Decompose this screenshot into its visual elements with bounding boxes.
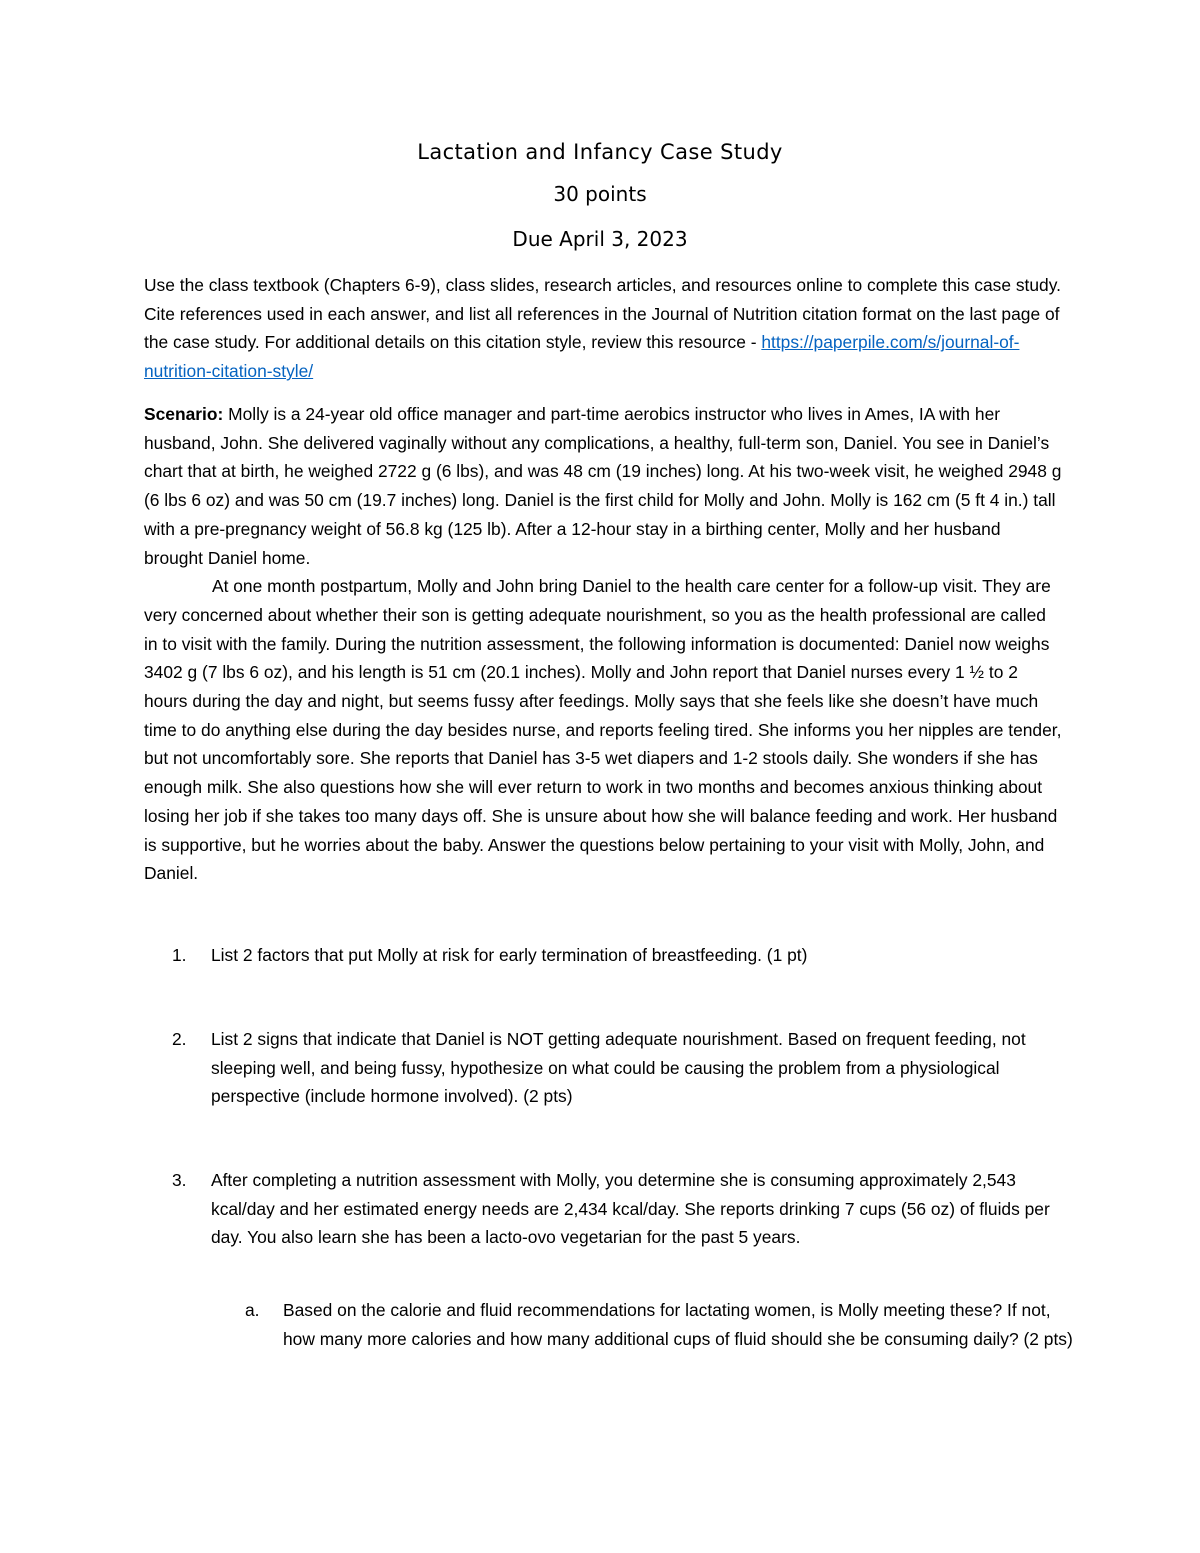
subquestion-letter: a.	[245, 1300, 260, 1320]
scenario-paragraph-1-text: Molly is a 24-year old office manager and part-time aerobics instructor who lives in Ames, IA with her husband, John. She delivered vaginally without any complications, a healthy, full-term son, Daniel. You see in Daniel’s chart that at birth, he weighed 2722 g (6 lbs), and was 48 cm (19 inches) long. At his two-week visit, he weighed 2948 g (6 lbs 6 oz) and was 50 cm (19.7 inches) long. Daniel is the first child for Molly and John. Molly is 162 cm (5 ft 4 in.) tall with a pre-pregnancy weight of 56.8 kg (125 lb). After a 12-hour stay in a birthing center, Molly and her husband brought Daniel home.	[144, 404, 1062, 568]
intro-paragraph	[144, 271, 1064, 386]
scenario-label: Scenario:	[144, 404, 224, 424]
document-title: Lactation and Infancy Case Study	[417, 140, 783, 164]
intro-text: Use the class textbook (Chapters 6-9), class slides, research articles, and resources online to complete this case study. Cite references used in each answer, and list all references in the Journal of Nutrition citation format on the last page of the case study. For additional details on this citation style, review this resource -	[144, 275, 1061, 353]
scenario-section	[144, 400, 1064, 888]
points-value: 30 points	[553, 182, 647, 206]
question-text: After completing a nutrition assessment with Molly, you determine she is consuming approximately 2,543 kcal/day and her estimated energy needs are 2,434 kcal/day. She reports drinking 7 cups (56 oz) of fluids per day. You also learn she has been a lacto-ovo vegetarian for the past 5 years.	[211, 1170, 1050, 1248]
scenario-paragraph-1	[144, 400, 1064, 572]
subquestion-text: Based on the calorie and fluid recommendations for lactating women, is Molly meeting these? If not, how many more calories and how many additional cups of fluid should she be consuming daily? (2 pts)	[283, 1300, 1073, 1349]
citation-style-link[interactable]: https://paperpile.com/s/journal-of-nutrition-citation-style/	[144, 332, 1020, 382]
question-text: List 2 signs that indicate that Daniel is NOT getting adequate nourishment. Based on frequent feeding, not sleeping well, and being fussy, hypothesize on what could be causing the problem from a physiological perspective (include hormone involved). (2 pts)	[211, 1029, 1026, 1107]
scenario-paragraph-2: At one month postpartum, Molly and John bring Daniel to the health care center for a follow-up visit. They are very concerned about whether their son is getting adequate nourishment, so you as the health professional are called in to visit with the family. During the nutrition assessment, the following information is documented: Daniel now weighs 3402 g (7 lbs 6 oz), and his length is 51 cm (20.1 inches). Molly and John report that Daniel nurses every 1 ½ to 2 hours during the day and night, but seems fussy after feedings. Molly says that she feels like she doesn’t have much time to do anything else during the day besides nurse, and reports feeling tired. She informs you her nipples are tender, but not uncomfortably sore. She reports that Daniel has 3-5 wet diapers and 1-2 stools daily. She wonders if she has enough milk. She also questions how she will ever return to work in two months and becomes anxious thinking about losing her job if she takes too many days off. She is unsure about how she will balance feeding and work. Her husband is supportive, but he worries about the baby. Answer the questions below pertaining to your visit with Molly, John, and Daniel.	[144, 576, 1062, 884]
question-number: 3.	[172, 1170, 187, 1190]
due-date: Due April 3, 2023	[512, 227, 688, 251]
question-number: 1.	[172, 945, 187, 965]
question-number: 2.	[172, 1029, 187, 1049]
question-text: List 2 factors that put Molly at risk for early termination of breastfeeding. (1 pt)	[211, 945, 808, 965]
